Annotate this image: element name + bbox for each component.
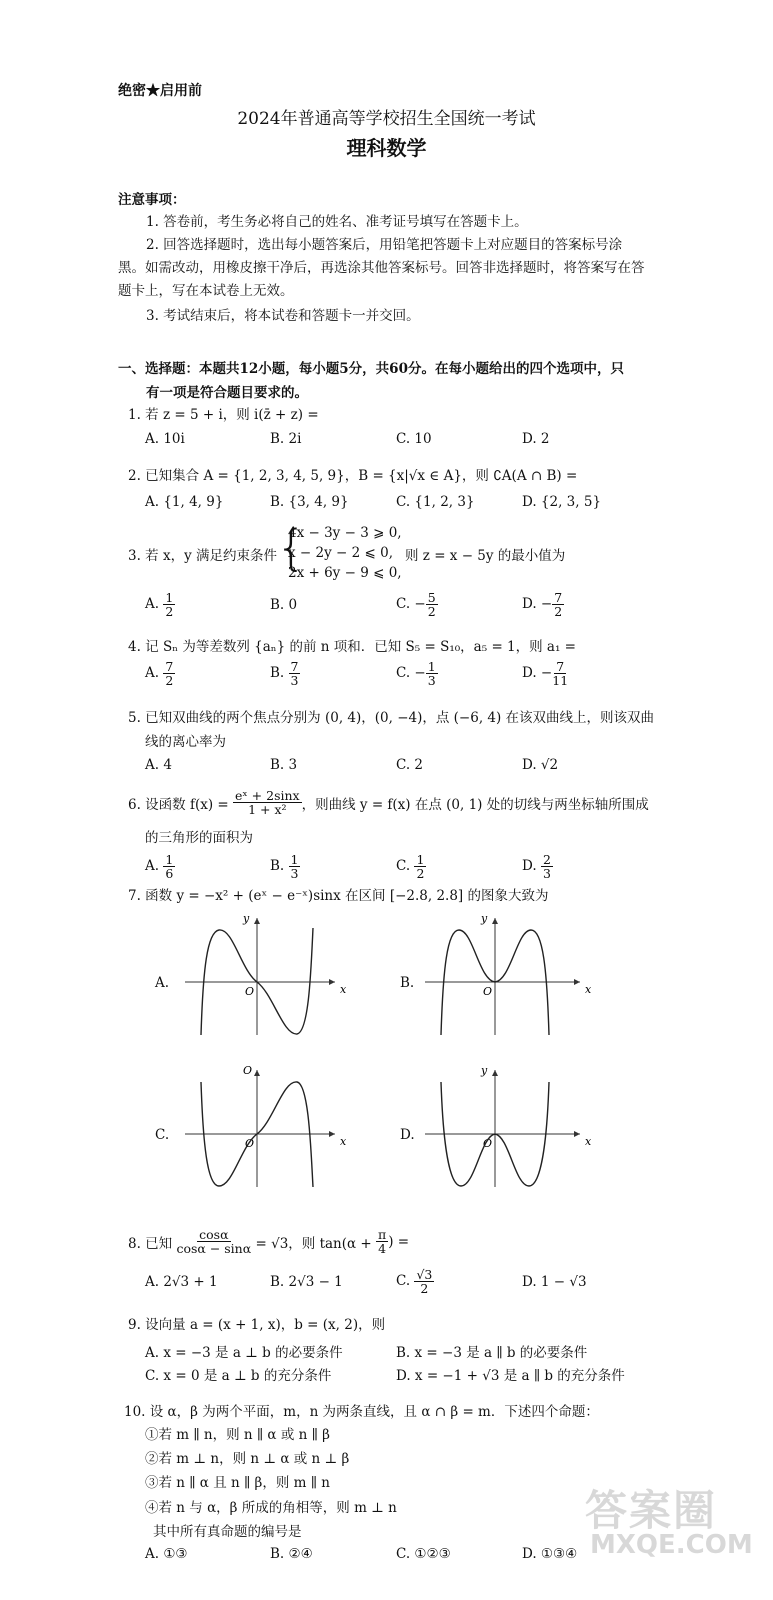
q10-option-b: B. ②④ [270, 1546, 313, 1562]
q6-stem-1: 6. 设函数 f(x) = $\frac{\text{eˣ + 2sinx}}{\text{1 + x²}}$ ，则曲线 y = f(x) 在点 (0, 1) 处的切线与两坐标轴所围成 [128, 788, 649, 818]
q1-option-d: D. 2 [522, 431, 550, 447]
q9-option-b: B. x = −3 是 a ∥ b 的必要条件 [396, 1345, 588, 1361]
svg-text:O: O [483, 985, 493, 998]
q10-option-a: A. ①③ [145, 1546, 188, 1562]
note-3: 3. 考试结束后，将本试卷和答题卡一并交回。 [146, 308, 420, 324]
note-2c: 题卡上，写在本试卷上无效。 [118, 283, 294, 299]
q7-graph-b [425, 910, 595, 1044]
q4-option-d: D. − $\frac{7}{11}$ [522, 659, 569, 689]
q4-option-a: A. $\frac{7}{2}$ [145, 659, 174, 689]
q8-stem: 8. 已知 $\frac{\cos\alpha}{\cos\alpha - \sin\alpha}$ = √3，则 tan(α + $\frac{\pi}{4}$ ) = [128, 1227, 410, 1257]
q9-option-c: C. x = 0 是 a ⊥ b 的充分条件 [145, 1368, 332, 1384]
q7-graph-c [185, 1062, 355, 1196]
secret-mark: 绝密★启用前 [118, 83, 202, 99]
q9-option-d: D. x = −1 + √3 是 a ∥ b 的充分条件 [396, 1368, 625, 1384]
section-heading-1: 一、选择题：本题共12小题，每小题5分，共60分。在每小题给出的四个选项中，只 [118, 361, 624, 377]
q1-stem: 1. 若 z = 5 + i，则 i(z̄ + z) = [128, 407, 319, 423]
q3-stem-pre: 3. 若 x，y 满足约束条件 [128, 548, 277, 564]
q10-proposition-1: ①若 m ∥ n，则 n ∥ α 或 n ∥ β [145, 1427, 330, 1443]
q10-proposition-2: ②若 m ⊥ n，则 n ⊥ α 或 n ⊥ β [145, 1451, 350, 1467]
q3-constraint-1: 4x − 3y − 3 ⩾ 0, [288, 525, 402, 541]
q7-graph-a [185, 910, 355, 1044]
q10-proposition-4: ④若 n 与 α，β 所成的角相等，则 m ⊥ n [145, 1500, 397, 1516]
q7-option-c: C. [155, 1127, 170, 1143]
q3-stem-post: 则 z = x − 5y 的最小值为 [405, 548, 566, 564]
svg-text:O: O [245, 985, 255, 998]
watermark-url: MXQE.COM [590, 1530, 753, 1560]
q5-option-c: C. 2 [396, 757, 424, 773]
q2-option-b: B. {3, 4, 9} [270, 494, 349, 510]
q5-stem-2: 线的离心率为 [145, 734, 226, 750]
q3-option-a: A. $\frac{1}{2}$ [145, 590, 174, 620]
svg-text:O: O [483, 1137, 493, 1150]
svg-text:x: x [340, 1135, 347, 1148]
q10-option-d: D. ①③④ [522, 1546, 578, 1562]
svg-text:y: y [481, 1064, 488, 1077]
notes-heading: 注意事项： [118, 192, 186, 208]
q6-option-d: D. $\frac{2}{3}$ [522, 852, 551, 882]
q3-option-c: C. − $\frac{5}{2}$ [396, 590, 436, 620]
q2-option-a: A. {1, 4, 9} [145, 494, 224, 510]
q7-stem: 7. 函数 y = −x² + (eˣ − e⁻ˣ)sinx 在区间 [−2.8, 2.8] 的图象大致为 [128, 888, 549, 904]
svg-text:O: O [245, 1137, 255, 1150]
note-1: 1. 答卷前，考生务必将自己的姓名、准考证号填写在答题卡上。 [146, 214, 528, 230]
note-2a: 2. 回答选择题时，选出每小题答案后，用铅笔把答题卡上对应题目的答案标号涂 [146, 237, 623, 253]
q7-option-a: A. [155, 975, 170, 991]
q6-option-a: A. $\frac{1}{6}$ [145, 852, 174, 882]
note-2b: 黑。如需改动，用橡皮擦干净后，再选涂其他答案标号。回答非选择题时，将答案写在答 [118, 260, 645, 276]
q3-option-b: B. 0 [270, 597, 298, 613]
q10-stem: 10. 设 α，β 为两个平面，m，n 为两条直线，且 α ∩ β = m．下述四个命题： [124, 1404, 599, 1420]
svg-text:O: O [243, 1064, 253, 1077]
subject-title: 理科数学 [346, 136, 427, 160]
svg-text:y: y [481, 912, 488, 925]
q8-option-b: B. 2√3 − 1 [270, 1274, 343, 1290]
q8-option-a: A. 2√3 + 1 [145, 1274, 218, 1290]
q2-option-d: D. {2, 3, 5} [522, 494, 602, 510]
q4-option-c: C. − $\frac{1}{3}$ [396, 659, 436, 689]
q6-option-c: C. $\frac{1}{2}$ [396, 852, 425, 882]
svg-text:y: y [243, 912, 250, 925]
q10-proposition-3: ③若 n ∥ α 且 n ∥ β，则 m ∥ n [145, 1475, 330, 1491]
q3-option-d: D. − $\frac{7}{2}$ [522, 590, 563, 620]
q4-stem: 4. 记 Sₙ 为等差数列 {aₙ} 的前 n 项和．已知 S₅ = S₁₀，a₅ = 1，则 a₁ = [128, 639, 576, 655]
q1-option-a: A. 10i [145, 431, 185, 447]
q9-stem: 9. 设向量 a = (x + 1, x)，b = (x, 2)，则 [128, 1317, 386, 1333]
q3-brace: { [276, 520, 307, 576]
svg-text:x: x [585, 983, 592, 996]
q5-option-b: B. 3 [270, 757, 298, 773]
watermark-logo: 答案圈 [585, 1486, 718, 1535]
q10-ask: 其中所有真命题的编号是 [153, 1524, 302, 1540]
q6-option-b: B. $\frac{1}{3}$ [270, 852, 299, 882]
q5-stem-1: 5. 已知双曲线的两个焦点分别为 (0, 4)，(0, −4)，点 (−6, 4) 在该双曲线上，则该双曲 [128, 710, 655, 726]
q2-stem: 2. 已知集合 A = {1, 2, 3, 4, 5, 9}，B = {x|√x ∈ A}，则 ∁A(A ∩ B) = [128, 468, 578, 484]
q1-option-c: C. 10 [396, 431, 432, 447]
q8-option-c: C. $\frac{√3}{2}$ [396, 1267, 433, 1297]
exam-title: 2024年普通高等学校招生全国统一考试 [237, 109, 536, 129]
q2-option-c: C. {1, 2, 3} [396, 494, 475, 510]
q7-graph-d [425, 1062, 595, 1196]
q9-option-a: A. x = −3 是 a ⊥ b 的必要条件 [145, 1345, 343, 1361]
q10-option-c: C. ①②③ [396, 1546, 451, 1562]
q7-option-d: D. [400, 1127, 415, 1143]
q3-constraint-2: x − 2y − 2 ⩽ 0, [288, 545, 393, 561]
q6-stem-2: 的三角形的面积为 [145, 830, 253, 846]
q4-option-b: B. $\frac{7}{3}$ [270, 659, 299, 689]
q5-option-d: D. √2 [522, 757, 559, 773]
q3-constraint-3: 2x + 6y − 9 ⩽ 0, [288, 565, 402, 581]
q7-option-b: B. [400, 975, 415, 991]
section-heading-2: 有一项是符合题目要求的。 [146, 385, 308, 401]
q5-option-a: A. 4 [145, 757, 172, 773]
q1-option-b: B. 2i [270, 431, 302, 447]
svg-text:x: x [585, 1135, 592, 1148]
q8-option-d: D. 1 − √3 [522, 1274, 587, 1290]
svg-text:x: x [340, 983, 347, 996]
